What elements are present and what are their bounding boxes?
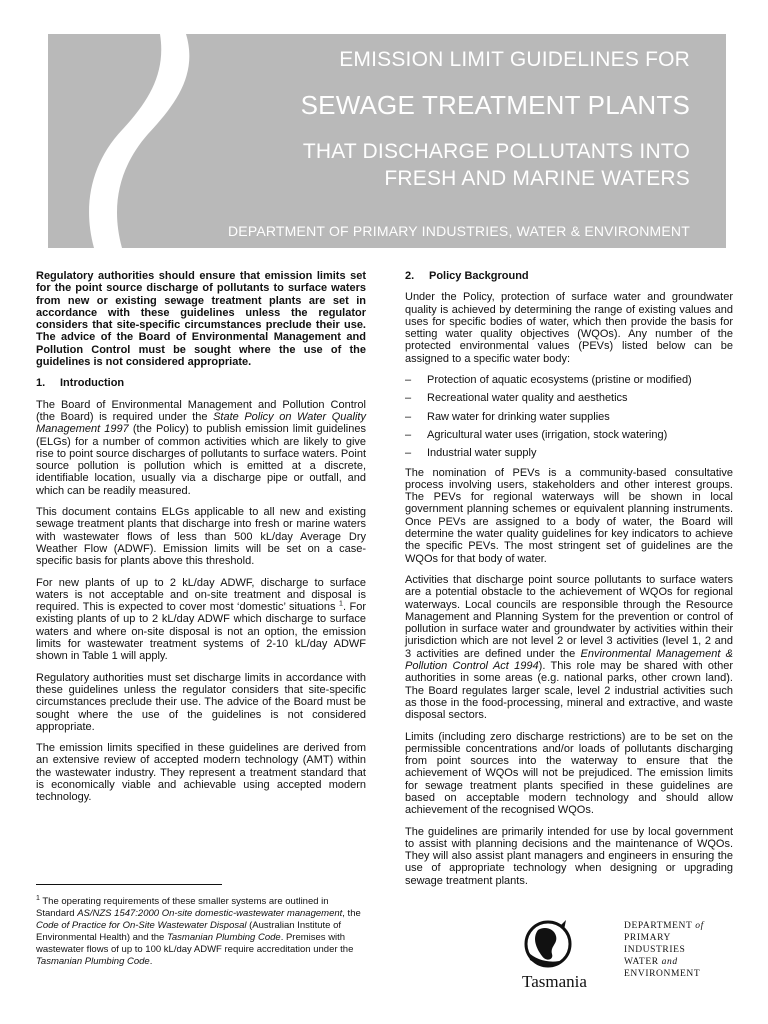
list-item-text: Industrial water supply xyxy=(427,447,537,460)
dept-line-2: PRIMARY xyxy=(624,933,671,943)
dash-bullet: – xyxy=(405,447,412,460)
dept-line-4: WATER xyxy=(624,957,659,967)
dept-line-5: ENVIRONMENT xyxy=(624,969,701,979)
list-item xyxy=(405,447,733,459)
footnote-number: 1 xyxy=(36,894,40,902)
left-column xyxy=(36,270,366,813)
section-title: Policy Background xyxy=(429,270,529,282)
dash-bullet: – xyxy=(405,410,412,423)
plumbing-code-title: Tasmanian Plumbing Code xyxy=(166,932,281,943)
intro-statement: Regulatory authorities should ensure that emission limits set for the point source discharge of pollutants to surface waters from new or existing sewage treatment plants are set in accordance with these guidelines unless the regulator considers that site-specific circumstances preclude their use. The advice of the Board of Environmental Management and Pollution Control must be sought where the use of the guidelines is not considered appropriate. xyxy=(36,270,366,369)
footnote-divider xyxy=(36,884,222,885)
list-item-text: Protection of aquatic ecosystems (pristine or modified) xyxy=(427,374,692,387)
banner-title-line2: SEWAGE TREATMENT PLANTS xyxy=(300,90,690,120)
tasmania-wordmark: Tasmania xyxy=(522,972,587,991)
policy-paragraph-1: Under the Policy, protection of surface water and groundwater quality is achieved by determining the range of existing values and uses for specific bodies of water, which then provide the basis for setting water quality objectives (WQOs). Any number of the protected environmental values (PEVs) listed below can be assigned to a specific water body: xyxy=(405,291,733,365)
policy-paragraph-3 xyxy=(405,574,733,722)
list-item-text: Recreational water quality and aesthetics xyxy=(427,392,628,405)
list-item xyxy=(405,374,733,386)
footnote-marker: 1 xyxy=(339,600,343,608)
dash-bullet: – xyxy=(405,374,412,387)
text-run: Activities that discharge point source pollutants to surface waters are a potential obstacle to the achievement of WQOs for regional waterways. Local councils are responsible through the Resource Management and Planning System for the prevention or control of pollution in surface water and groundwater by activities within their jurisdiction which are not level 2 or level 3 activities (level 1, 2 and 3 activities are defined under the xyxy=(405,573,733,660)
dept-of: of xyxy=(695,921,704,931)
list-item-text: Agricultural water uses (irrigation, stock watering) xyxy=(427,428,668,441)
text-run: . Premises with wastewater flows of up to 100 kL/day ADWF require accreditation under the xyxy=(36,932,354,955)
dept-line-1: DEPARTMENT xyxy=(624,921,693,931)
footnote xyxy=(36,896,366,968)
text-run: The Board of Environmental Management and Pollution Control (the Board) is required under the xyxy=(36,398,366,423)
text-run: The operating requirements of these smaller systems are outlined in Standard xyxy=(36,896,329,919)
banner-title-line1: EMISSION LIMIT GUIDELINES FOR xyxy=(339,48,690,71)
list-item xyxy=(405,429,733,441)
dash-bullet: – xyxy=(405,428,412,441)
policy-paragraph-5: The guidelines are primarily intended for use by local government to assist with planning decisions and the maintenance of WQOs. They will also assist plant managers and engineers in ensuring the use of appropriate technology when designing or upgrading sewage treatment plants. xyxy=(405,825,733,887)
list-item xyxy=(405,392,733,404)
policy-title: State Policy on Water Quality Management 1997 xyxy=(36,410,366,436)
section-number: 1. xyxy=(36,377,46,390)
text-run: . xyxy=(149,956,153,967)
intro-paragraph-2: This document contains ELGs applicable to all new and existing sewage treatment plants that discharge into fresh or marine waters with wastewater flows of less than 500 kL/day Average Dry Weather Flow (ADWF). Emission limits will be set on a case-specific basis for plants above this threshold. xyxy=(36,506,366,568)
text-run: For new plants of up to 2 kL/day ADWF, discharge to surface waters is not acceptable and on-site treatment and disposal is required. This is expected to cover most ‘domestic’ situations xyxy=(36,576,366,614)
code-title: Code of Practice for On-Site Wastewater Disposal xyxy=(36,920,247,931)
dept-line-3: INDUSTRIES xyxy=(624,945,686,955)
text-run: (Australian Institute of Environmental Health) and the xyxy=(36,920,342,943)
policy-paragraph-2: The nomination of PEVs is a community-based consultative process involving users, stakeholders and other interest groups. The PEVs for regional waterways will be shown in local government planning schemes or equivalent planning instruments. Once PEVs are assigned to a body of water, the Board will determine the water quality guidelines for key indicators to achieve the specific PEVs. The most stringent set of guidelines are the WQOs for that body of water. xyxy=(405,466,733,565)
right-column xyxy=(405,270,733,896)
act-title: Environmental Management & Pollution Control Act 1994 xyxy=(405,647,734,673)
section-title: Introduction xyxy=(60,377,125,390)
pev-list xyxy=(405,374,733,459)
list-item-text: Raw water for drinking water supplies xyxy=(427,410,610,423)
dept-and: and xyxy=(661,957,678,967)
intro-paragraph-4: Regulatory authorities must set discharge limits in accordance with these guidelines unless the regulator considers that site-specific circumstances preclude their use. The advice of the Board must be sought where the use of the guidelines is not considered appropriate. xyxy=(36,671,366,733)
intro-paragraph-3 xyxy=(36,577,366,663)
list-item xyxy=(405,411,733,423)
department-logo-text xyxy=(624,920,704,980)
banner-department: DEPARTMENT OF PRIMARY INDUSTRIES, WATER & ENVIRONMENT xyxy=(227,223,690,239)
text-run: , the xyxy=(342,908,361,919)
section-number: 2. xyxy=(405,270,415,282)
text-run: ). This role may be shared with other authorities in some areas (e.g. national parks, other crown land). The Board regulates larger scale, level 2 industrial activities such as those in the food-processing, mineral and extractive, and waste disposal sectors. xyxy=(405,660,733,722)
title-banner xyxy=(48,34,726,248)
standard-title: AS/NZS 1547:2000 On-site domestic-wastewater management xyxy=(77,908,343,919)
plumbing-code-title: Tasmanian Plumbing Code xyxy=(36,956,150,967)
text-run: (the Policy) to publish emission limit guidelines (ELGs) for a number of common activities which are likely to give rise to point source discharges of pollutants to surface waters. Point source pollution is pollution which is emitted at a discrete, identifiable location, usually via a discharge pipe or outfall, and which can be readily measured. xyxy=(36,423,366,497)
section-heading-introduction xyxy=(36,377,366,389)
policy-paragraph-4: Limits (including zero discharge restrictions) are to be set on the permissible concentrations and/or loads of pollutants discharging from point sources into the waterway to ensure that the achievement of WQOs will not be prejudiced. The emission limits for sewage treatment plants specified in these guidelines are based on acceptable modern technology and should allow achievement of the recognised WQOs. xyxy=(405,730,733,817)
banner-title-line3 xyxy=(303,138,690,192)
dash-bullet: – xyxy=(405,392,412,405)
section-heading-policy-background xyxy=(405,270,733,282)
banner-title-line3a: THAT DISCHARGE POLLUTANTS INTO xyxy=(302,140,690,163)
intro-paragraph-5: The emission limits specified in these guidelines are derived from an extensive review of accepted modern technology (AMT) within the wastewater industry. They represent a treatment standard that is economically viable and achievable using accepted modern technology. xyxy=(36,742,366,804)
text-run: . For existing plants of up to 2 kL/day ADWF which discharge to surface waters and where on-site disposal is not an option, the emission limits for wastewater treatment systems of 2-10 kL/day ADWF shown in Table 1 will apply. xyxy=(36,601,366,663)
intro-paragraph-1 xyxy=(36,399,366,497)
banner-title-line3b: FRESH AND MARINE WATERS xyxy=(384,167,690,190)
